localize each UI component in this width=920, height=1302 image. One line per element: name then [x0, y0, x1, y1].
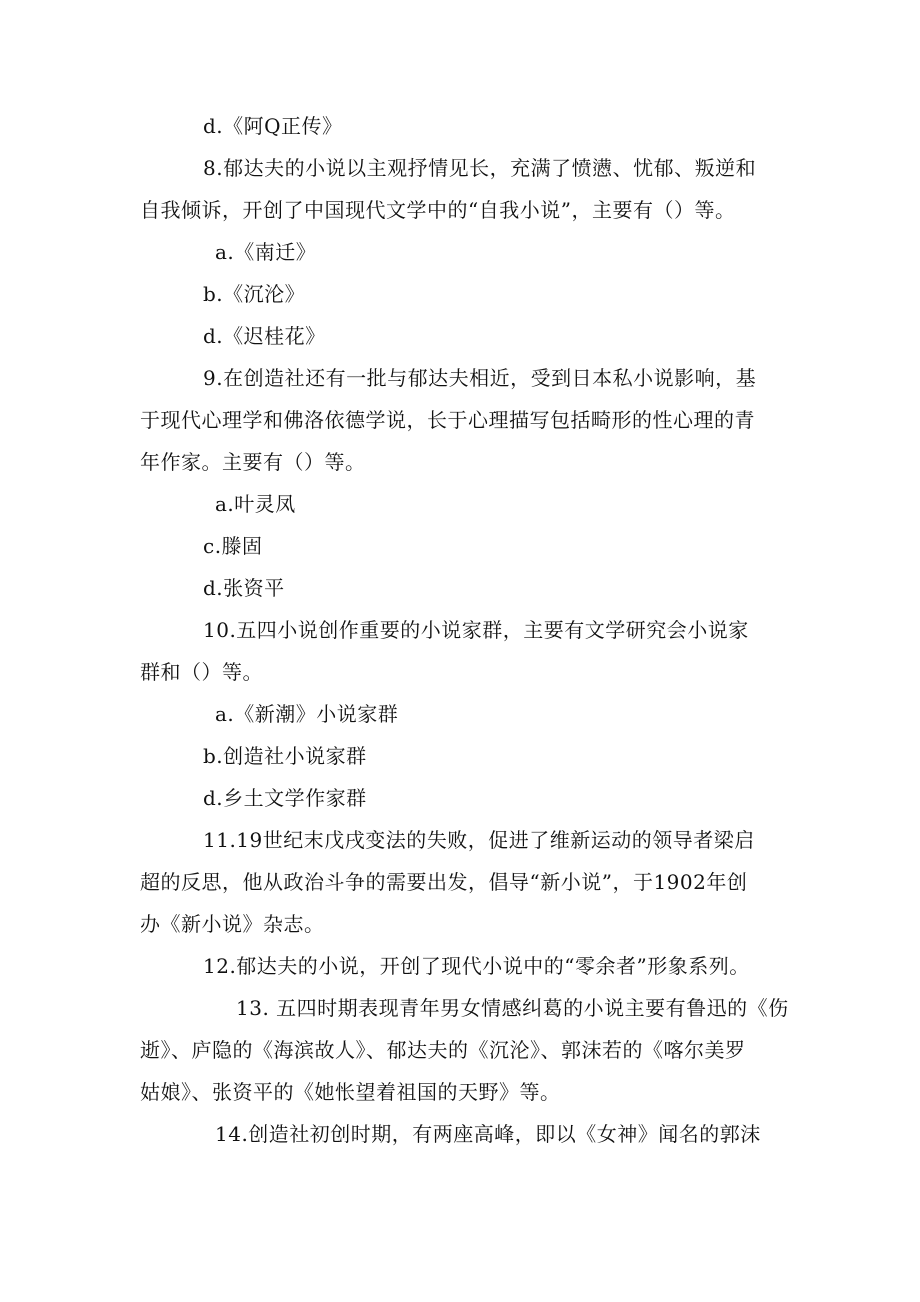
paragraph-line: 逝》、庐隐的《海滨故人》、郁达夫的《沉沦》、郭沫若的《喀尔美罗: [140, 1038, 746, 1062]
paragraph-line: 13. 五四时期表现青年男女情感纠葛的小说主要有鲁迅的《伤: [236, 996, 789, 1020]
paragraph-line: 办《新小说》杂志。: [140, 912, 325, 936]
question-line: 于现代心理学和佛洛依德学说，长于心理描写包括畸形的性心理的青: [140, 408, 755, 432]
option-line: b.《沉沦》: [203, 282, 306, 306]
option-line: a.叶灵凤: [215, 492, 296, 516]
option-line: a.《南迁》: [215, 240, 317, 264]
paragraph-line: 超的反思，他从政治斗争的需要出发，倡导“新小说”，于1902年创: [140, 870, 748, 894]
paragraph-line: 14.创造社初创时期，有两座高峰，即以《女神》闻名的郭沫: [215, 1122, 761, 1146]
option-line: a.《新潮》小说家群: [215, 702, 399, 726]
question-line: 年作家。主要有（）等。: [140, 450, 366, 474]
question-line: 8.郁达夫的小说以主观抒情见长，充满了愤懑、忧郁、叛逆和: [203, 156, 757, 180]
option-line: d.《迟桂花》: [203, 324, 326, 348]
paragraph-line: 11.19世纪末戊戌变法的失败，促进了维新运动的领导者梁启: [203, 828, 755, 852]
paragraph-line: 12.郁达夫的小说，开创了现代小说中的“零余者”形象系列。: [203, 954, 750, 978]
question-line: 9.在创造社还有一批与郁达夫相近，受到日本私小说影响，基: [203, 366, 757, 390]
option-line: d.《阿Q正传》: [203, 114, 343, 138]
question-line: 群和（）等。: [140, 660, 263, 684]
option-line: d.张资平: [203, 576, 285, 600]
option-line: d.乡土文学作家群: [203, 786, 367, 810]
question-line: 自我倾诉，开创了中国现代文学中的“自我小说”，主要有（）等。: [140, 198, 736, 222]
option-line: b.创造社小说家群: [203, 744, 367, 768]
question-line: 10.五四小说创作重要的小说家群，主要有文学研究会小说家: [203, 618, 749, 642]
paragraph-line: 姑娘》、张资平的《她怅望着祖国的天野》等。: [140, 1080, 561, 1104]
option-line: c.滕固: [203, 534, 263, 558]
